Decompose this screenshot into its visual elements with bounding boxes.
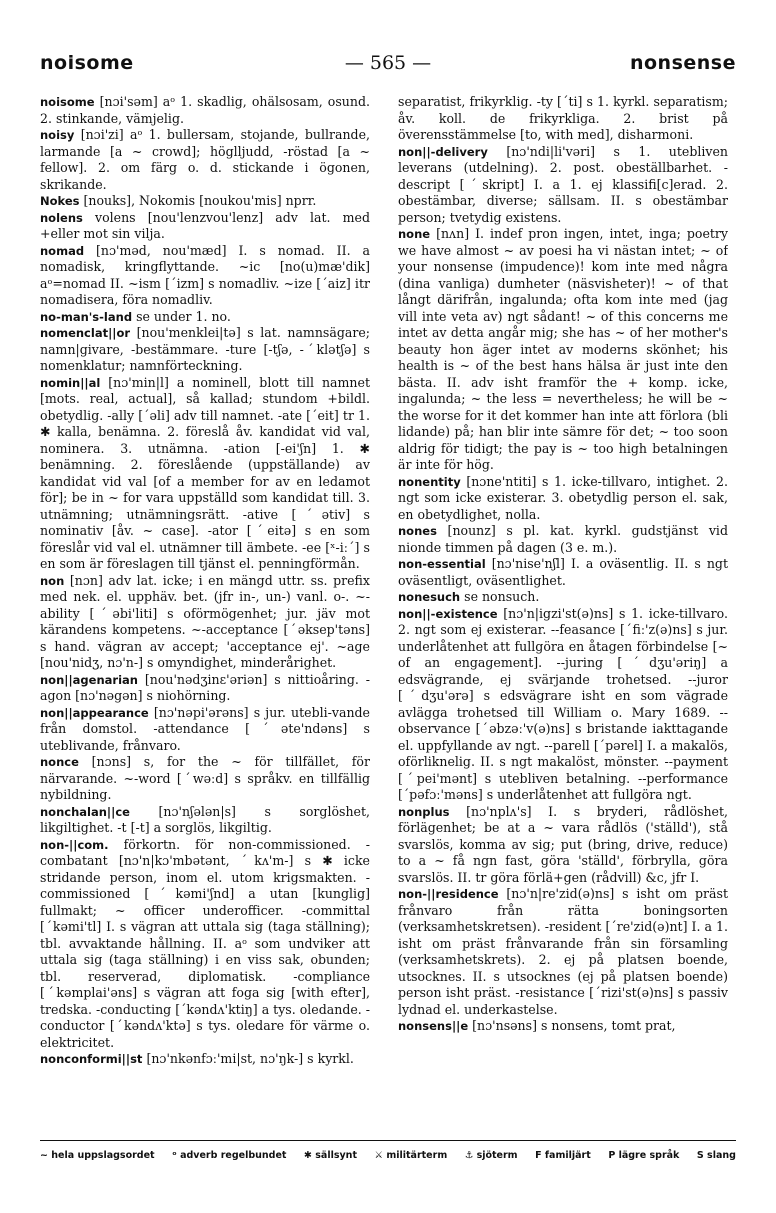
entry-nonentity: nonentity [nɔne'ntiti] s 1. icke-tillvaro, intighet. 2. ngt som icke existerar. 3. obetydlig person el. sak, en obetydlighet, nolla. xyxy=(398,473,728,522)
entry-noisome: noisome [nɔi'səm] aᵒ 1. skadlig, ohälsosam, osund. 2. stinkande, vämjelig. xyxy=(40,94,370,126)
entry-nomad: nomad [nɔ'məd, nou'mæd] I. s nomad. II. a nomadisk, kringflyttande. ~ic [no(u)mæ'dik] aᵒ=nomad II. ~ism [ˊizm] s nomadliv. ~ize [ˊaiz] itr nomadisera, föra nomadliv. xyxy=(40,242,370,307)
right-guide-word: nonsense xyxy=(629,52,736,74)
entry-non-delivery: non||-delivery [nɔ'ndi|li'vəri] s 1. utebliven leverans (utdelning). 2. post. obeställbarhet. -descript [ˊskript] I. a 1. ej klassifi[c]erad. 2. obestämbar, diverse; sällsam. II. s obestämbar person; tvetydig existens. xyxy=(398,143,728,225)
legend-slang: S slang xyxy=(696,1150,736,1161)
legend-adverb: ᵒ adverb regelbundet xyxy=(172,1150,287,1161)
entry-nomenclator: nomenclat||or [nou'menklei|tə] s lat. namnsägare; namn|givare, -bestämmare. -ture [-tʃə, -ˊklətʃə] s nomenklatur; namnförteckning. xyxy=(40,325,370,373)
legend-familiar: F familjärt xyxy=(535,1150,591,1161)
entry-nonsense: nonsens||e [nɔ'nsəns] s nonsens, tomt prat, xyxy=(398,1018,676,1033)
legend-tilde: ~ hela uppslagsordet xyxy=(40,1150,155,1161)
entry-nonagenarian: non||agenarian [nou'nədʒinɛ'əriən] s nittioåring. -agon [nɔ'nəgən] s niohörning. xyxy=(40,671,370,703)
entry-non-existence: non||-existence [nɔ'n|igzi'st(ə)ns] s 1. icke-tillvaro. 2. ngt som ej existerar. --feasance [ˊfiː'z(ə)ns] s jur. underlåtenhet att fullgöra en åtagen förbindelse [~ of an engagement]. --juring [ˊdʒu'əriŋ] a edsvägrande, ej svärjande trohetsed. --juror [ˊdʒu'ərə] s edsvägrare isht en som vägrade avlägga trohetsed till William o. Mary 1689. --observance [ˊəbzəː'v(ə)ns] s bristande iakttagande el. uppfyllande av ngt. --parell [ˊpərel] I. a makalös, oförliknelig. II. s ngt makalöst, mönster. --payment [ˊpei'mənt] s utebliven betalning. --performance [ˊpəfɔː'məns] s underlåtenhet att fullgöra ngt. xyxy=(398,605,728,802)
entry-nonplus: nonplus [nɔ'nplʌ's] I. s bryderi, rådlöshet, förlägenhet; be at a ~ vara rådlös ('ställd'), stå svarslös, komma av sig; put (bring, drive, reduce) to a ~ få ngn fast, göra 'ställd', förbrylla, göra svarslös. II. tr göra förlä+gen (rådvill) &c, jfr I. xyxy=(398,803,728,885)
symbol-legend xyxy=(40,1150,736,1161)
page-number: — 565 — xyxy=(344,52,432,74)
legend-vulgar: P lägre språk xyxy=(608,1150,680,1161)
entry-nokes: Nokes [nouks], Nokomis [noukou'mis] nprr. xyxy=(40,193,317,208)
legend-military: ⚔ militärterm xyxy=(374,1150,448,1161)
legend-rare: ✱ sällsynt xyxy=(303,1150,357,1161)
left-column xyxy=(40,94,370,1134)
entry-non-residence: non-||residence [nɔ'n|re'zid(ə)ns] s isht om präst frånvaro från rätta boningsorten (verksamhetskretsen). -resident [ˊre'zid(ə)nt] I. a 1. isht om präst frånvarande från sin församling (verksamhetskrets). 2. ej på platsen boende, utsocknes. II. s utsocknes (ej på platsen boende) person isht präst. -resistance [ˊrizi'st(ə)ns] s passiv lydnad el. underkastelse. xyxy=(398,886,728,1017)
entry-nonchalance: nonchalan||ce [nɔ'nʃələn|s] s sorglöshet, likgiltighet. -t [-t] a sorglös, likgiltig. xyxy=(40,803,370,835)
entry-none: none [nʌn] I. indef pron ingen, intet, inga; poetry we have almost ~ av poesi ha vi nästan intet; ~ of your nonsense (impudence)! kom inte med några (dina vanliga) dumheter (näsvisheter)! ~ of that långt därifrån, ingalunda; ofta kom inte med (jag vill inte veta av) ngt sådant! ~ of this concerns me intet av detta angår mig; she has ~ of her mother's beauty hon äger intet av moderns skönhet; his health is ~ of the best hans hälsa är just inte den bästa. II. adv isht framför the + komp. icke, ingalunda; ~ the less = nevertheless; he will be ~ the worse for it det kommer han inte att förlora (bli lidande) på; han blir inte sämre för det; ~ too soon aldrig för tidigt; the pay is ~ too high betalningen är inte för hög. xyxy=(398,226,728,472)
legend-nautical: ⚓ sjöterm xyxy=(464,1150,518,1161)
entry-non: non [nɔn] adv lat. icke; i en mängd uttr. ss. prefix med nek. el. upphäv. bet. (jfr in-, un-) vanl. o-. ~-ability [ˊəbi'liti] s oförmögenhet; jur. jäv mot kärandens kompetens. ~-acceptance [ˊəksep'təns] s hand. vägran av accept; 'acceptance ej'. ~age [nou'nidʒ, nɔ'n-] s omyndighet, minderårighet. xyxy=(40,572,370,670)
entry-nonce: nonce [nɔns] s, for the ~ för tillfället, för närvarande. ~-word [ˊwəːd] s språkv. en tillfällig nybildning. xyxy=(40,754,370,802)
footer-rule xyxy=(40,1140,736,1141)
entry-nominal: nomin||al [nɔ'min|l] a nominell, blott till namnet [mots. real, actual], så kallad; stundom +bildl. obetydlig. -ally [ˊəli] adv till namnet. -ate [ˊeit] tr 1. ✱ kalla, benämna. 2. föreslå åv. kandidat vid val, nominera. 3. utnämna. -ation [-ei'ʃn] 1. ✱ benämning. 2. föreslående (uppställande) av kandidat vid val [of a member for av en ledamot för]; be in ~ for vara uppställd som kandidat till. 3. utnämning; utnämningsrätt. -ative [ˊətiv] s nominativ [åv. ~ case]. -ator [ˊeitə] s en som föreslår vid val el. utnämner till ämbete. -ee [ˣ-iːˊ] s en som är föreslagen till tjänst el. penningförmån. xyxy=(40,374,370,571)
entry-nolens-volens: nolens volens [nou'lenzvou'lenz] adv lat. med +eller mot sin vilja. xyxy=(40,209,370,241)
dictionary-columns xyxy=(40,94,736,1134)
entry-nonconformist: nonconformi||st [nɔ'nkənfɔː'mi|st, nɔ'ŋk-] s kyrkl. xyxy=(40,1051,354,1066)
entry-noisy: noisy [nɔi'zi] aᵒ 1. bullersam, stojande, bullrande, larmande [a ~ crowd]; höglljudd, -röstad [a ~ fellow]. 2. om färg o. d. stickande i ögonen, skrikande. xyxy=(40,127,370,192)
left-guide-word: noisome xyxy=(40,52,134,74)
entry-nones: nones [nounz] s pl. kat. kyrkl. gudstjänst vid nionde timmen på dagen (3 e. m.). xyxy=(398,523,728,555)
entry-non-essential: non-essential [nɔ'nise'nʃl] I. a oväsentlig. II. s ngt oväsentligt, oväsentlighet. xyxy=(398,556,728,588)
entry-nonconformist-cont: separatist, frikyrklig. -ty [ˊti] s 1. kyrkl. separatism; åv. koll. de frikyrkliga. 2. brist på överensstämmelse [to, with med], disharmoni. xyxy=(398,94,728,142)
entry-no-mans-land: no-man's-land se under 1. no. xyxy=(40,308,231,324)
entry-non-com: non-||com. förkortn. för non-commissioned. -combatant [nɔ'n|kɔ'mbətənt, ˊkʌ'm-] s ✱ icke stridande person, inom el. utom krigsmakten. -commissioned [ˊkəmi'ʃnd] a utan [kunglig] fullmakt; ~ officer underofficer. -committal [ˊkəmi'tl] I. s vägran att uttala sig (taga ställning); tbl. avvaktande hållning. II. aᵒ som undviker att uttala sig (taga ställning) i en viss sak, obunden; tbl. reserverad, diplomatisk. -compliance [ˊkəmplai'əns] s vägran att foga sig [with efter], tredska. -conducting [ˊkəndʌ'ktiŋ] a tys. oledande. -conductor [ˊkəndʌ'ktə] s tys. oledare för värme o. elektricitet. xyxy=(40,836,370,1050)
entry-nonesuch: nonesuch se nonsuch. xyxy=(398,589,540,604)
page-header xyxy=(40,52,736,82)
entry-nonappearance: non||appearance [nɔ'nəpi'ərəns] s jur. utebli-vande från domstol. -attendance [ˊəte'ndəns] s uteblivande, frånvaro. xyxy=(40,704,370,753)
right-column xyxy=(398,94,728,1134)
